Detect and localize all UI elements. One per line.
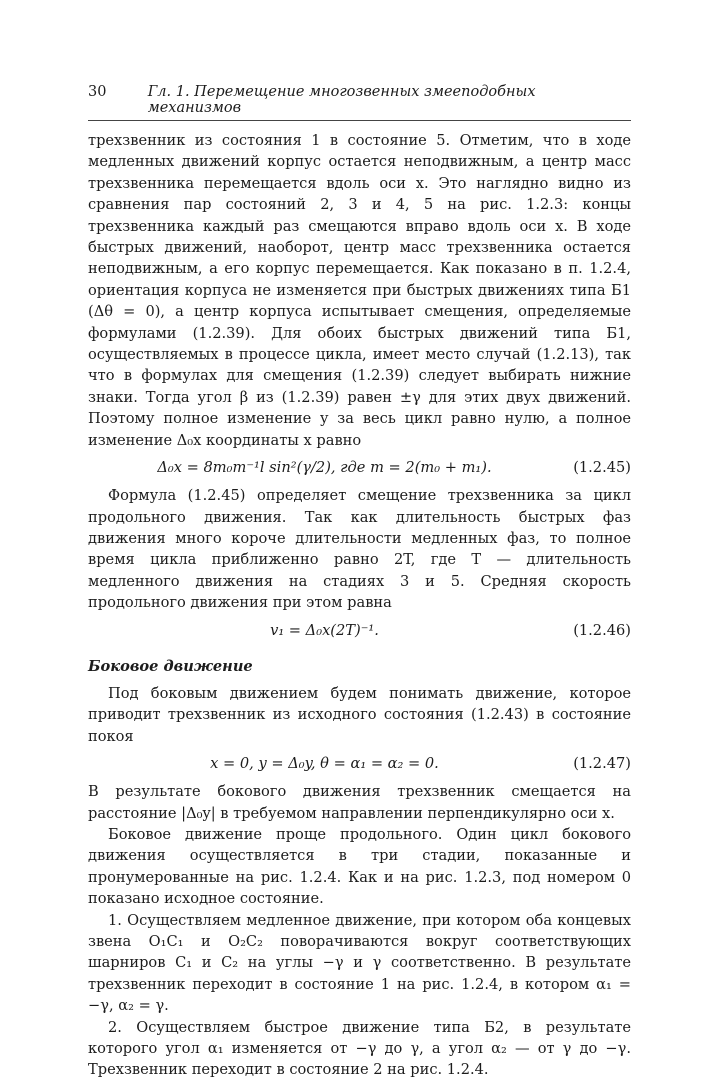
- equation-number: (1.2.46): [573, 621, 631, 639]
- book-page: [88, 84, 631, 1081]
- paragraph: В результате бокового движения трехзвенник смещается на расстояние |Δ₀y| в требуемом направлении перпендикулярно оси x.: [88, 783, 631, 822]
- running-title: Гл. 1. Перемещение многозвенных змееподобных механизмов: [147, 84, 536, 116]
- paragraph: Формула (1.2.45) определяет смещение трехзвенника за цикл продольного движения. Так как длительность быстрых фаз движения много короче длительности медленных фаз, то полное время цикла приближенно равно 2T, где T — длительность медленного движения на стадиях 3 и 5. Средняя скорость продольного движения при этом равна: [88, 487, 631, 612]
- paragraph: Под боковым движением будем понимать движение, которое приводит трехзвенник из исходного состояния (1.2.43) в состояние покоя: [88, 684, 631, 745]
- equation-number: (1.2.45): [573, 459, 631, 477]
- equation-formula: v₁ = Δ₀x(2T)⁻¹.: [270, 621, 379, 639]
- equation-formula: x = 0, y = Δ₀y, θ = α₁ = α₂ = 0.: [210, 755, 439, 773]
- paragraph: трехзвенник из состояния 1 в состояние 5. Отметим, что в ходе медленных движений корпус остается неподвижным, а центр масс трехзвенника перемещается вдоль оси x. Это наглядно видно из сравнения пар состояний 2, 3 и 4, 5 на рис. 1.2.3: концы трехзвенника каждый раз смещаются вправо вдоль оси x. В ходе быстрых движений, наоборот, центр масс трехзвенника остается неподвижным, а его корпус перемещается. Как показано в п. 1.2.4, ориентация корпуса не изменяется при быстрых движениях типа Б1 (Δθ = 0), а центр корпуса испытывает смещения, определяемые формулами (1.2.39). Для обоих быстрых движений типа Б1, осуществляемых в процессе цикла, имеет место случай (1.2.13), так что в формулах для смещения (1.2.39) следует выбирать нижние знаки. Тогда угол β из (1.2.39) равен ±γ для этих двух движений. Поэтому полное изменение y за весь цикл равно нулю, а полное изменение Δ₀x координаты x равно: [88, 132, 631, 449]
- page-body: [88, 130, 631, 1081]
- equation-1-2-46: [88, 620, 631, 642]
- equation-formula: Δ₀x = 8m₀m⁻¹l sin²(γ/2), где m = 2(m₀ + m₁).: [157, 459, 492, 477]
- equation-number: (1.2.47): [573, 755, 631, 773]
- equation-1-2-47: [88, 753, 631, 775]
- page-header: [88, 84, 631, 121]
- paragraph: Боковое движение проще продольного. Один цикл бокового движения осуществляется в три стадии, показанные и пронумерованные на рис. 1.2.4. Как и на рис. 1.2.3, под номером 0 показано исходное состояние.: [88, 825, 631, 908]
- section-heading: Боковое движение: [88, 657, 253, 675]
- paragraph: 2. Осуществляем быстрое движение типа Б2, в результате которого угол α₁ изменяется от −γ до γ, а угол α₂ — от γ до −γ. Трехзвенник переходит в состояние 2 на рис. 1.2.4.: [88, 1018, 631, 1079]
- page-number: 30: [88, 84, 107, 100]
- equation-1-2-45: [88, 457, 631, 479]
- paragraph: 1. Осуществляем медленное движение, при котором оба концевых звена O₁C₁ и O₂C₂ поворачиваются вокруг соответствующих шарниров C₁ и C₂ на углы −γ и γ соответственно. В результате трехзвенник переходит в состояние 1 на рис. 1.2.4, в котором α₁ = −γ, α₂ = γ.: [88, 911, 631, 1015]
